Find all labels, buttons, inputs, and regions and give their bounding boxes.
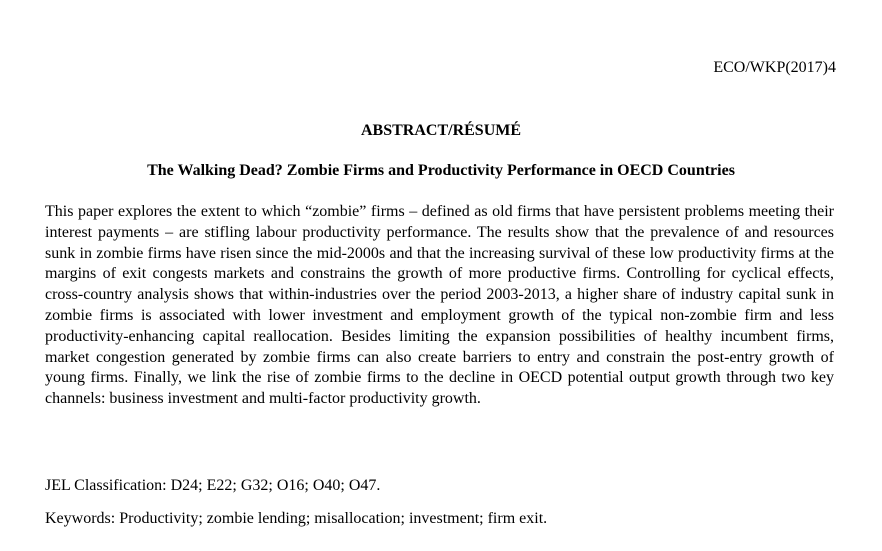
paper-title: The Walking Dead? Zombie Firms and Productivity Performance in OECD Countries [147, 162, 735, 179]
document-reference: ECO/WKP(2017)4 [713, 59, 836, 76]
keywords: Keywords: Productivity; zombie lending; misallocation; investment; firm exit. [45, 510, 548, 527]
abstract-paragraph: This paper explores the extent to which “zombie” firms – defined as old firms that have persistent problems meeting their interest payments – are stifling labour productivity performance. The results show that the prevalence of and resources sunk in zombie firms have risen since the mid-2000s and that the increasing survival of these low productivity firms at the margins of exit congests markets and constrains the growth of more productive firms. Controlling for cyclical effects, cross-country analysis shows that within-industries over the period 2003-2013, a higher share of industry capital sunk in zombie firms is associated with lower investment and employment growth of the typical non-zombie firm and less productivity-enhancing capital reallocation. Besides limiting the expansion possibilities of healthy incumbent firms, market congestion generated by zombie firms can also create barriers to entry and constrain the post-entry growth of young firms. Finally, we link the rise of zombie firms to the decline in OECD potential output growth through two key channels: business investment and multi-factor productivity growth. [45, 203, 834, 408]
section-heading: ABSTRACT/RÉSUMÉ [360, 122, 522, 139]
jel-classification: JEL Classification: D24; E22; G32; O16; O40; O47. [45, 477, 381, 494]
